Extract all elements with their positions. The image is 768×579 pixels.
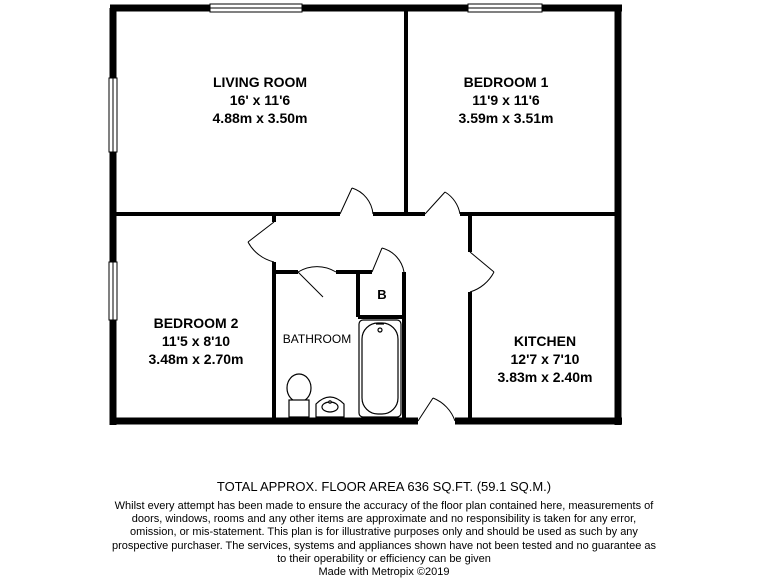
total-floor-area: TOTAL APPROX. FLOOR AREA 636 SQ.FT. (59.1 SQ.M.) [216, 479, 552, 494]
boiler-name: B [377, 287, 387, 302]
kitchen-label [474, 332, 616, 386]
bedroom-1-metric: 3.59m x 3.51m [458, 110, 554, 126]
living-room-label [190, 73, 330, 127]
bedroom-1-name: BEDROOM 1 [463, 74, 549, 90]
bathroom-label [276, 330, 358, 348]
bedroom-1-imperial: 11'9 x 11'6 [472, 92, 540, 108]
windows [109, 4, 542, 320]
kitchen-metric: 3.83m x 2.40m [497, 369, 593, 385]
bedroom-2-name: BEDROOM 2 [153, 315, 239, 331]
toilet-cistern [289, 400, 309, 417]
kitchen-name: KITCHEN [513, 333, 577, 349]
bathroom-name: BATHROOM [282, 332, 352, 346]
bedroom-1-label [436, 73, 576, 127]
living-room-imperial: 16' x 11'6 [229, 92, 291, 108]
footer [0, 478, 768, 579]
bedroom-2-metric: 3.48m x 2.70m [148, 351, 244, 367]
made-with-credit: Made with Metropix ©2019 [318, 566, 450, 579]
toilet-bowl [287, 374, 311, 402]
kitchen-imperial: 12'7 x 7'10 [510, 351, 580, 367]
boiler-label [360, 286, 404, 304]
living-room-name: LIVING ROOM [212, 74, 308, 90]
bedroom-2-imperial: 11'5 x 8'10 [161, 333, 231, 349]
living-room-metric: 4.88m x 3.50m [212, 110, 308, 126]
disclaimer-text: Whilst every attempt has been made to ensure the accuracy of the floor plan contained here, measurements of doors, windows, rooms and any other items are approximate and no responsibility is taken for any error, omission, or mis-statement. This plan is for illustrative purposes only and should be used as such by any prospective purchaser. The services, systems and appliances shown have not been tested and no guarantee as to their operability or efficiency can be given [111, 500, 657, 565]
bedroom-2-label [126, 314, 266, 368]
